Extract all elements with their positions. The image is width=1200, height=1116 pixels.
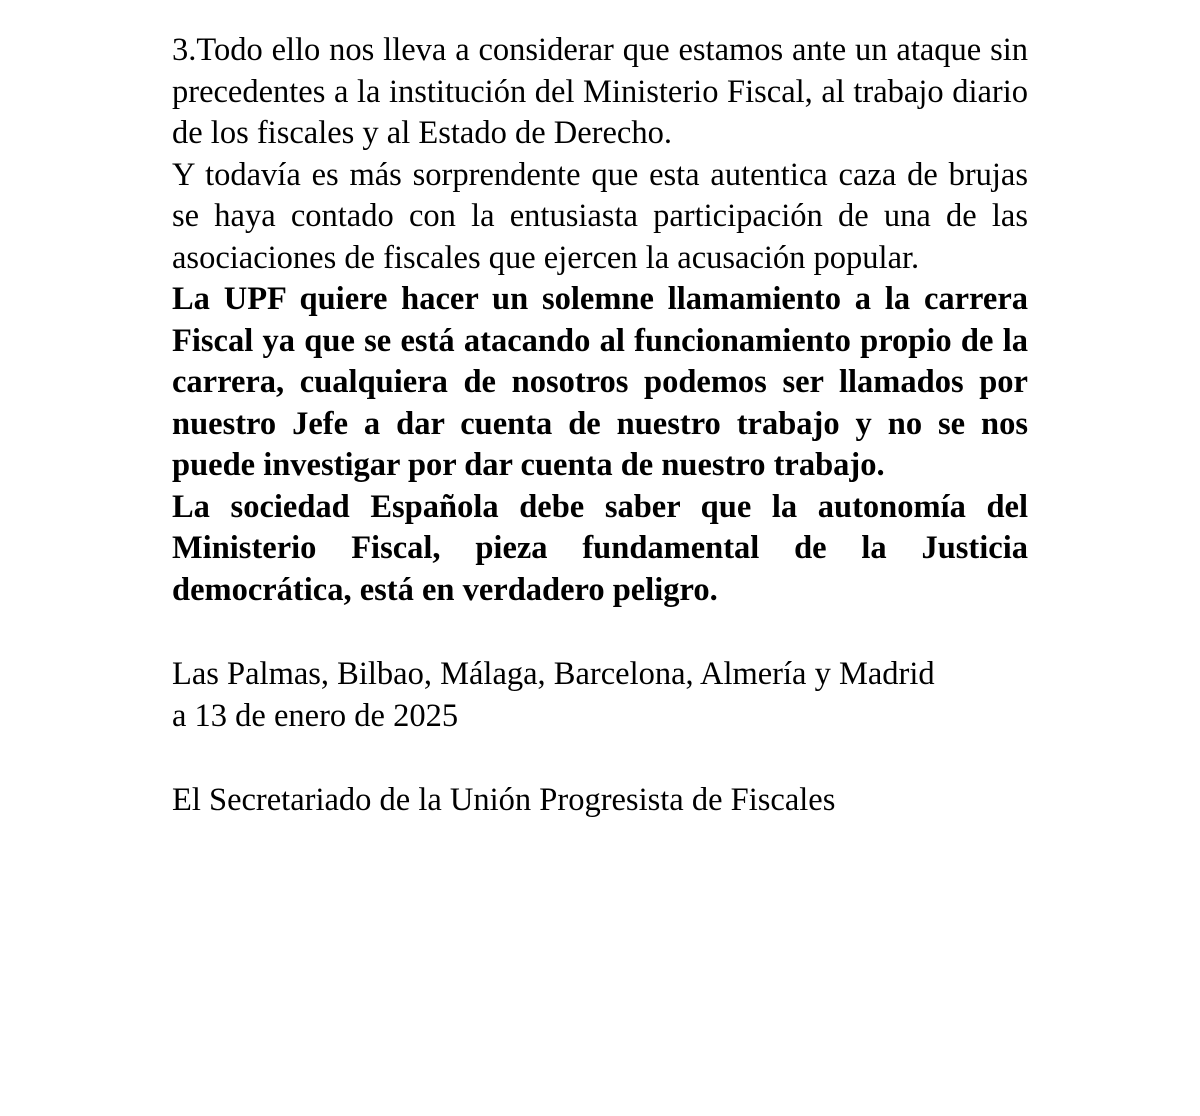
paragraph-society-warning: La sociedad Española debe saber que la autonomía del Ministerio Fiscal, pieza fundamental de la Justicia democrática, está en verdadero peligro. [172,488,1028,608]
place-line: Las Palmas, Bilbao, Málaga, Barcelona, Almería y Madrid [172,656,935,692]
paragraph-witch-hunt: Y todavía es más sorprendente que esta autentica caza de brujas se haya contado con la entusiasta participación de una de las asociaciones de fiscales que ejercen la acusación popular. [172,156,1028,276]
paragraph-upf-call: La UPF quiere hacer un solemne llamamiento a la carrera Fiscal ya que se está atacando al funcionamiento propio de la carrera, cualquiera de nosotros podemos ser llamados por nuestro Jefe a dar cuenta de nuestro trabajo y no se nos puede investigar por dar cuenta de nuestro trabajo. [172,281,1028,483]
date-line: a 13 de enero de 2025 [172,697,459,734]
signature-line: El Secretariado de la Unión Progresista de Fiscales [172,782,836,818]
document-page [172,30,1028,822]
paragraph-point-3: 3.Todo ello nos lleva a considerar que estamos ante un ataque sin precedentes a la institución del Ministerio Fiscal, al trabajo diario de los fiscales y al Estado de Derecho. [172,32,1028,151]
spacer [172,611,1028,654]
spacer [172,737,1028,780]
